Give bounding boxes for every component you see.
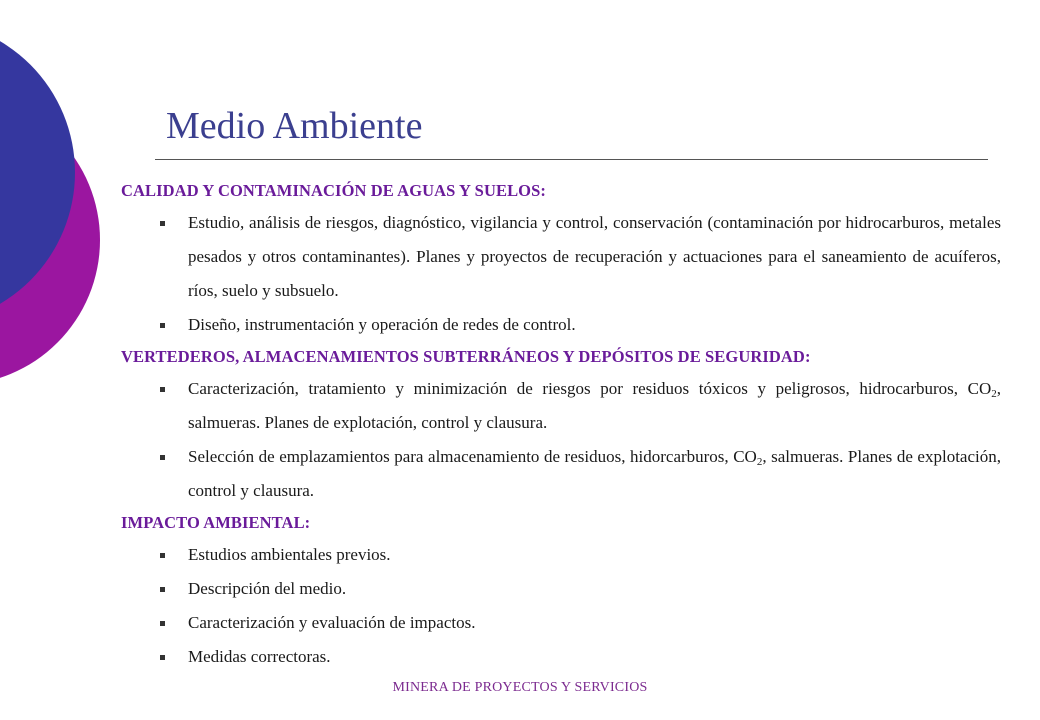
bullet-list [121,206,1001,342]
title-divider [155,159,988,160]
section-heading: CALIDAD Y CONTAMINACIÓN DE AGUAS Y SUELOS: [121,181,546,200]
list-item-text: Medidas correctoras. [188,647,331,666]
list-item [121,640,1001,674]
list-item [121,206,1001,308]
bullet-list [121,538,1001,674]
list-item [121,372,1001,440]
square-bullet-icon [160,387,165,392]
square-bullet-icon [160,621,165,626]
slide-title: Medio Ambiente [166,105,423,147]
slide-content [121,176,1001,674]
list-item-text: Diseño, instrumentación y operación de redes de control. [188,315,576,334]
decorative-circles [0,0,140,420]
square-bullet-icon [160,455,165,460]
square-bullet-icon [160,553,165,558]
square-bullet-icon [160,323,165,328]
section-heading: VERTEDEROS, ALMACENAMIENTOS SUBTERRÁNEOS Y DEPÓSITOS DE SEGURIDAD: [121,347,811,366]
section-vertederos [121,342,1001,508]
list-item-text-start: Selección de emplazamientos para almacenamiento de residuos, hidorcarburos, CO [188,447,757,466]
slide-footer: MINERA DE PROYECTOS Y SERVICIOS [392,680,648,695]
list-item [121,308,1001,342]
subscript-two: 2 [991,388,997,400]
list-item-text-start: Caracterización, tratamiento y minimización de riesgos por residuos tóxicos y peligrosos, hidrocarburos, CO [188,379,992,398]
bullet-list [121,372,1001,508]
list-item [121,538,1001,572]
section-impacto-ambiental [121,508,1001,674]
list-item [121,572,1001,606]
square-bullet-icon [160,587,165,592]
list-item-text: Caracterización y evaluación de impactos. [188,613,476,632]
square-bullet-icon [160,221,165,226]
list-item-text-end: , salmueras. Planes de explotación, control y clausura. [188,379,1001,432]
square-bullet-icon [160,655,165,660]
section-aguas-suelos [121,176,1001,342]
list-item-text: Estudio, análisis de riesgos, diagnóstico, vigilancia y control, conservación (contaminación por hidrocarburos, metales pesados y otros contaminantes). Planes y proyectos de recuperación y actuaciones para el saneamiento de acuíferos, ríos, suelo y subsuelo. [188,213,1001,300]
list-item-text-end: , salmueras. Planes de explotación, control y clausura. [188,447,1001,500]
list-item [121,440,1001,508]
list-item-text: Estudios ambientales previos. [188,545,391,564]
list-item-text: Descripción del medio. [188,579,347,598]
section-heading: IMPACTO AMBIENTAL: [121,513,311,532]
list-item [121,606,1001,640]
subscript-two: 2 [756,456,763,468]
